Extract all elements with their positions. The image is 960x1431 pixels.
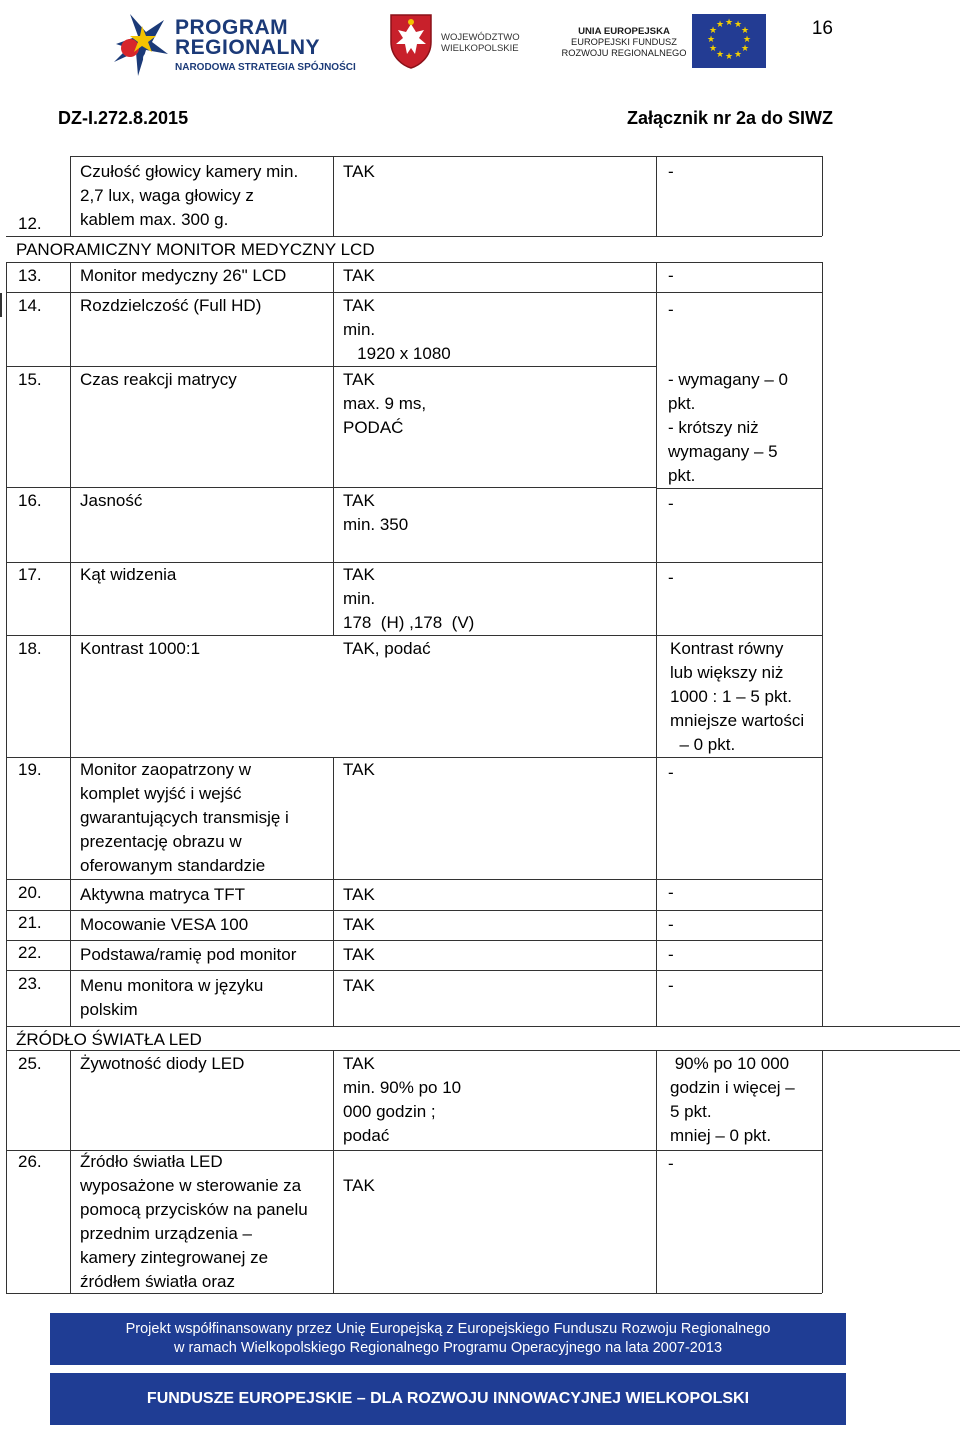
table-border <box>6 292 822 293</box>
table-border <box>6 635 822 636</box>
param-line: pomocą przycisków na panelu <box>80 1200 308 1219</box>
table-border <box>70 156 822 157</box>
row-number: 12. <box>18 214 42 233</box>
table-border <box>656 1050 657 1293</box>
requirement-line: TAK <box>343 296 375 315</box>
param-line: Menu monitora w języku <box>80 976 264 995</box>
row-number: 20. <box>18 883 42 902</box>
voivodeship-line2: WIELKOPOLSKIE <box>441 43 519 54</box>
table-border <box>6 1026 960 1027</box>
table-border <box>656 156 657 236</box>
footer-line1: Projekt współfinansowany przez Unię Europejską z Europejskiego Funduszu Rozwoju Regionalnego <box>125 1321 771 1337</box>
requirement-line: TAK <box>343 945 375 964</box>
param-line: prezentację obrazu w <box>80 832 242 851</box>
requirement-line: TAK <box>343 370 375 389</box>
svg-text:★: ★ <box>740 26 750 36</box>
table-border <box>6 940 822 941</box>
requirement-line: min. <box>343 589 376 608</box>
score-line: lub większy niż <box>670 663 784 682</box>
score-line: 1000 : 1 – 5 pkt. <box>670 687 792 706</box>
score-line: - <box>668 945 674 964</box>
table-border <box>333 262 334 635</box>
svg-text:★: ★ <box>724 18 734 28</box>
requirement-line: max. 9 ms, <box>343 394 427 413</box>
score-line: - krótszy niż <box>668 418 759 437</box>
score-line: - <box>668 915 674 934</box>
table-border <box>656 488 822 489</box>
table-border <box>333 1050 334 1293</box>
table-border <box>6 366 656 367</box>
requirement-line: 178 (H) ,178 (V) <box>343 613 475 632</box>
requirement-line: TAK <box>343 1054 375 1073</box>
row-number: 13. <box>18 266 42 285</box>
program-title-line1: PROGRAM <box>175 16 289 39</box>
requirement-line: TAK <box>343 266 375 285</box>
eu-line2: EUROPEJSKI FUNDUSZ <box>571 37 677 47</box>
score-line: - <box>668 1154 674 1173</box>
requirement-line: TAK <box>343 885 375 904</box>
score-line: - <box>668 300 674 319</box>
svg-text:★: ★ <box>724 52 734 62</box>
table-border <box>333 757 334 1026</box>
attachment-label: Załącznik nr 2a do SIWZ <box>626 108 833 128</box>
voivodeship-line1: WOJEWÓDZTWO <box>441 32 520 43</box>
svg-text:★: ★ <box>708 26 718 36</box>
score-line: mniej – 0 pkt. <box>670 1126 772 1145</box>
param-line: Czułość głowicy kamery min. <box>80 162 299 181</box>
document-reference: DZ-I.272.8.2015 <box>58 108 189 128</box>
svg-text:★: ★ <box>715 20 725 30</box>
requirement-line: TAK <box>343 1176 375 1195</box>
score-line: godzin i więcej – <box>670 1078 795 1097</box>
row-number: 17. <box>18 565 42 584</box>
param-line: Podstawa/ramię pod monitor <box>80 945 297 964</box>
row-number: 22. <box>18 943 42 962</box>
svg-text:★: ★ <box>708 44 718 54</box>
funds-banner-text: FUNDUSZE EUROPEJSKIE – DLA ROZWOJU INNOWACYJNEJ WIELKOPOLSKI <box>146 1390 750 1407</box>
score-line: - <box>668 266 674 285</box>
row-number: 19. <box>18 760 42 779</box>
param-line: Kąt widzenia <box>80 565 177 584</box>
score-line: - <box>668 763 674 782</box>
table-border <box>6 910 822 911</box>
table-border <box>6 970 822 971</box>
param-line: źródłem światła oraz <box>80 1272 235 1291</box>
svg-text:★: ★ <box>742 35 752 45</box>
requirement-line: 1920 x 1080 <box>343 344 451 363</box>
score-line: - <box>668 568 674 587</box>
eu-line1: UNIA EUROPEJSKA <box>578 26 670 37</box>
table-border <box>822 1050 823 1293</box>
requirement-line: TAK <box>343 976 375 995</box>
cofinancing-footer <box>50 1313 846 1365</box>
param-line: Mocowanie VESA 100 <box>80 915 249 934</box>
program-title-line2: REGIONALNY <box>175 36 321 59</box>
footer-line2: w ramach Wielkopolskiego Regionalnego Programu Operacyjnego na lata 2007-2013 <box>173 1340 723 1356</box>
requirement-line: TAK <box>343 491 375 510</box>
param-line: Kontrast 1000:1 <box>80 639 201 658</box>
param-line: polskim <box>80 1000 138 1019</box>
param-line: kablem max. 300 g. <box>80 210 229 229</box>
requirement-line: TAK <box>343 565 375 584</box>
param-line: Aktywna matryca TFT <box>80 885 245 904</box>
section-header-light: ŹRÓDŁO ŚWIATŁA LED <box>16 1030 202 1049</box>
row-number: 23. <box>18 974 42 993</box>
param-line: Jasność <box>80 491 143 510</box>
svg-text:★: ★ <box>706 35 716 45</box>
param-line: Źródło światła LED <box>80 1152 223 1171</box>
table-border <box>333 156 334 236</box>
program-subtitle: NARODOWA STRATEGIA SPÓJNOŚCI <box>175 62 356 73</box>
score-line: - <box>668 976 674 995</box>
param-line: przednim urządzenia – <box>80 1224 252 1243</box>
param-line: wyposażone w sterowanie za <box>80 1176 302 1195</box>
table-border <box>6 879 822 880</box>
table-border <box>0 293 2 317</box>
param-line: oferowanym standardzie <box>80 856 266 875</box>
svg-text:★: ★ <box>740 44 750 54</box>
score-line: 5 pkt. <box>670 1102 712 1121</box>
requirement-line: TAK <box>343 760 375 779</box>
funds-banner <box>50 1373 846 1425</box>
table-border <box>822 262 823 1026</box>
page-number: 16 <box>811 18 833 39</box>
table-border <box>70 1050 71 1293</box>
requirement-line: min. 350 <box>343 515 409 534</box>
row-number: 25. <box>18 1054 42 1073</box>
score-line: pkt. <box>668 394 696 413</box>
row-number: 16. <box>18 491 42 510</box>
param-line: kamery zintegrowanej ze <box>80 1248 269 1267</box>
score-line: mniejsze wartości <box>670 711 805 730</box>
requirement-line: TAK, podać <box>343 639 431 658</box>
table-border <box>6 236 822 237</box>
eu-line3: ROZWOJU REGIONALNEGO <box>561 48 687 58</box>
svg-text:★: ★ <box>733 50 743 60</box>
svg-text:★: ★ <box>733 20 743 30</box>
table-border <box>822 156 823 236</box>
score-line: 90% po 10 000 <box>670 1054 790 1073</box>
requirement-line: TAK <box>343 915 375 934</box>
score-line: wymagany – 5 <box>668 442 778 461</box>
param-line: Czas reakcji matrycy <box>80 370 237 389</box>
param-line: komplet wyjść i wejść <box>80 784 242 803</box>
score-line: – 0 pkt. <box>670 735 736 754</box>
requirement-line: podać <box>343 1126 390 1145</box>
param-line: Monitor medyczny 26" LCD <box>80 266 287 285</box>
requirement-line: TAK <box>343 162 375 181</box>
section-header-monitor: PANORAMICZNY MONITOR MEDYCZNY LCD <box>16 240 375 259</box>
row-number: 18. <box>18 639 42 658</box>
requirement-line: 000 godzin ; <box>343 1102 436 1121</box>
score-line: Kontrast równy <box>670 639 784 658</box>
param-line: Żywotność diody LED <box>80 1054 245 1073</box>
table-border <box>6 262 822 263</box>
table-border <box>70 262 71 1026</box>
row-number: 14. <box>18 296 42 315</box>
svg-text:★: ★ <box>715 50 725 60</box>
score-line: - <box>668 494 674 513</box>
requirement-line: min. <box>343 320 376 339</box>
score-line: - <box>668 883 674 902</box>
row-number: 26. <box>18 1152 42 1171</box>
score-line: - wymagany – 0 <box>668 370 788 389</box>
table-border <box>6 262 7 1293</box>
score-line: - <box>668 162 674 181</box>
requirement-line: min. 90% po 10 <box>343 1078 462 1097</box>
table-border <box>70 156 71 236</box>
param-line: Rozdzielczość (Full HD) <box>80 296 262 315</box>
param-line: Monitor zaopatrzony w <box>80 760 252 779</box>
requirement-line: PODAĆ <box>343 418 404 437</box>
param-line: 2,7 lux, waga głowicy z <box>80 186 254 205</box>
table-border <box>656 262 657 1026</box>
param-line: gwarantujących transmisję i <box>80 808 289 827</box>
row-number: 21. <box>18 913 42 932</box>
row-number: 15. <box>18 370 42 389</box>
table-border <box>6 487 656 488</box>
score-line: pkt. <box>668 466 696 485</box>
